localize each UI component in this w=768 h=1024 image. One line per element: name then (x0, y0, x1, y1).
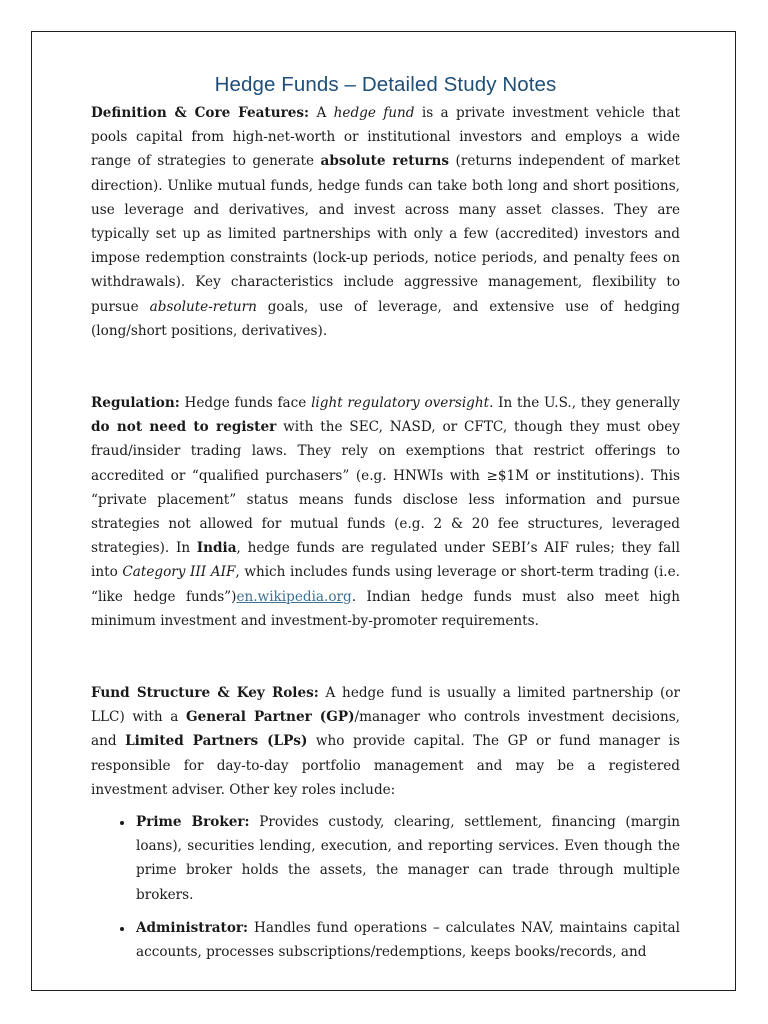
structure-heading: Fund Structure & Key Roles: (91, 685, 319, 702)
source-link[interactable]: en.wikipedia.org (236, 588, 352, 605)
structure-text-1: A hedge fund is usually a limited partnership (or LLC) with a (91, 685, 680, 726)
regulation-bold-1: do not need to register (91, 419, 277, 436)
regulation-heading: Regulation: (91, 395, 180, 412)
structure-text-2: /manager who controls investment decisions, and (91, 709, 681, 750)
list-item-label: Administrator: (136, 919, 249, 936)
list-item-label: Prime Broker: (136, 814, 250, 831)
regulation-text-1: Hedge funds face (179, 395, 312, 412)
document-page (31, 31, 736, 991)
regulation-italic-2: Category III AIF (122, 564, 236, 581)
key-roles-list (91, 810, 680, 964)
structure-paragraph (91, 681, 680, 802)
structure-bold-2: Limited Partners (LPs) (125, 733, 308, 750)
definition-text-2: is a private investment vehicle that pools capital from high-net-worth or institutional investors and employs a wide range of strategies to generate (91, 105, 681, 170)
list-item-prime-broker (134, 810, 680, 907)
regulation-text-2: . In the U.S., they generally (489, 395, 680, 412)
regulation-text-3: with the SEC, NASD, or CFTC, though they must obey fraud/insider trading laws. They rely on exemptions that restrict offerings to accredited or “qualified purchasers” (e.g. HNWIs with ≥$1M or institutions). This “private placement” status means funds disclose less information and pursue strategies not allowed for mutual funds (e.g. 2 & 20 fee structures, leveraged strategies). In (91, 419, 680, 557)
regulation-text-5: , which includes funds using leverage or short-term trading (i.e. “like hedge funds”) (91, 564, 680, 605)
list-item-administrator (134, 916, 680, 964)
list-item-text: Provides custody, clearing, settlement, financing (margin loans), securities lending, execution, and reporting services. Even though the prime broker holds the assets, the manager can trade through multiple brokers. (136, 814, 680, 903)
definition-text-3: (returns independent of market direction). Unlike mutual funds, hedge funds can take both long and short positions, use leverage and derivatives, and invest across many asset classes. They are typically set up as limited partnerships with only a few (accredited) investors and impose redemption constraints (lock-up periods, notice periods, and penalty fees on withdrawals). Key characteristics include aggressive management, flexibility to pursue (91, 153, 680, 315)
definition-paragraph (91, 101, 680, 343)
definition-bold-1: absolute returns (320, 153, 450, 170)
regulation-text-4: , hedge funds are regulated under SEBI’s AIF rules; they fall into (91, 540, 680, 581)
page-title: Hedge Funds – Detailed Study Notes (214, 73, 557, 96)
list-item-text: Handles fund operations – calculates NAV, maintains capital accounts, processes subscriptions/redemptions, keeps books/records, and (136, 919, 680, 961)
structure-bold-1: General Partner (GP) (185, 709, 355, 726)
document-content (91, 70, 680, 973)
regulation-text-6: . Indian hedge funds must also meet high minimum investment and investment-by-promoter requirements. (91, 588, 680, 629)
regulation-bold-2: India (196, 540, 237, 557)
structure-text-3: who provide capital. The GP or fund manager is responsible for day-to-day portfolio management and may be a registered investment adviser. Other key roles include: (91, 733, 680, 798)
definition-text-1: A (309, 105, 334, 121)
definition-italic-1: hedge fund (333, 105, 415, 121)
regulation-italic-1: light regulatory oversight (311, 395, 490, 412)
definition-text-4: goals, use of leverage, and extensive use of hedging (long/short positions, derivatives). (91, 298, 680, 339)
regulation-paragraph (91, 391, 680, 633)
definition-heading: Definition & Core Features: (91, 105, 310, 121)
definition-italic-2: absolute-return (149, 298, 257, 315)
